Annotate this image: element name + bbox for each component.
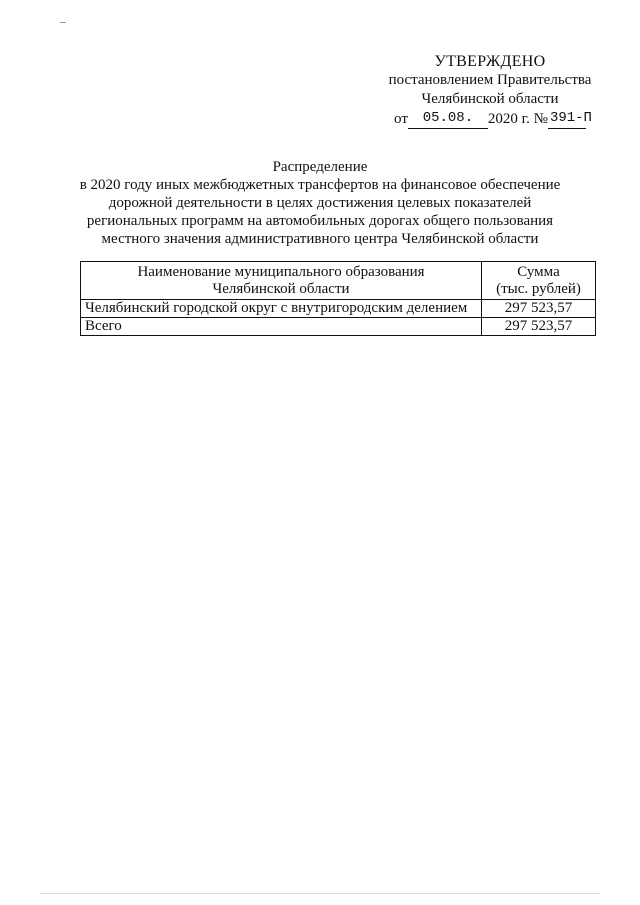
scan-artifact-bottom	[40, 893, 600, 894]
table-row-total	[81, 318, 596, 336]
header-sum	[482, 262, 596, 300]
document-heading	[70, 158, 570, 248]
heading-line-1: в 2020 году иных межбюджетных трансфертов на финансовое обеспечение	[79, 177, 561, 193]
header-sum-line-2: (тыс. рублей)	[496, 281, 581, 297]
approval-line-1: постановлением Правительства	[388, 72, 592, 88]
heading-line-2: дорожной деятельности в целях достижения целевых показателей	[108, 195, 532, 211]
table-row	[81, 300, 596, 318]
header-municipality-line-2: Челябинской области	[212, 281, 350, 297]
approval-line-2: Челябинской области	[421, 91, 559, 107]
approval-block	[380, 52, 600, 129]
date-prefix: от	[394, 111, 408, 127]
scan-artifact-top	[60, 22, 66, 23]
document-title: Распределение	[272, 159, 368, 175]
approval-stamp: УТВЕРЖДЕНО	[434, 53, 546, 70]
approval-number: 391-П	[548, 109, 586, 129]
row-sum: 297 523,57	[482, 300, 596, 318]
heading-line-4: местного значения административного центра Челябинской области	[101, 231, 539, 247]
approval-year-text: 2020 г. №	[487, 111, 548, 127]
distribution-table	[80, 261, 596, 336]
header-municipality-line-1: Наименование муниципального образования	[137, 264, 425, 280]
approval-date-line	[380, 109, 600, 129]
total-label: Всего	[81, 318, 482, 336]
approval-date: 05.08.	[408, 109, 488, 129]
header-sum-line-1: Сумма	[517, 264, 560, 280]
header-municipality	[81, 262, 482, 300]
total-sum: 297 523,57	[482, 318, 596, 336]
heading-line-3: региональных программ на автомобильных дорогах общего пользования	[86, 213, 554, 229]
table-header-row	[81, 262, 596, 300]
row-name: Челябинский городской округ с внутригородским делением	[81, 300, 482, 318]
